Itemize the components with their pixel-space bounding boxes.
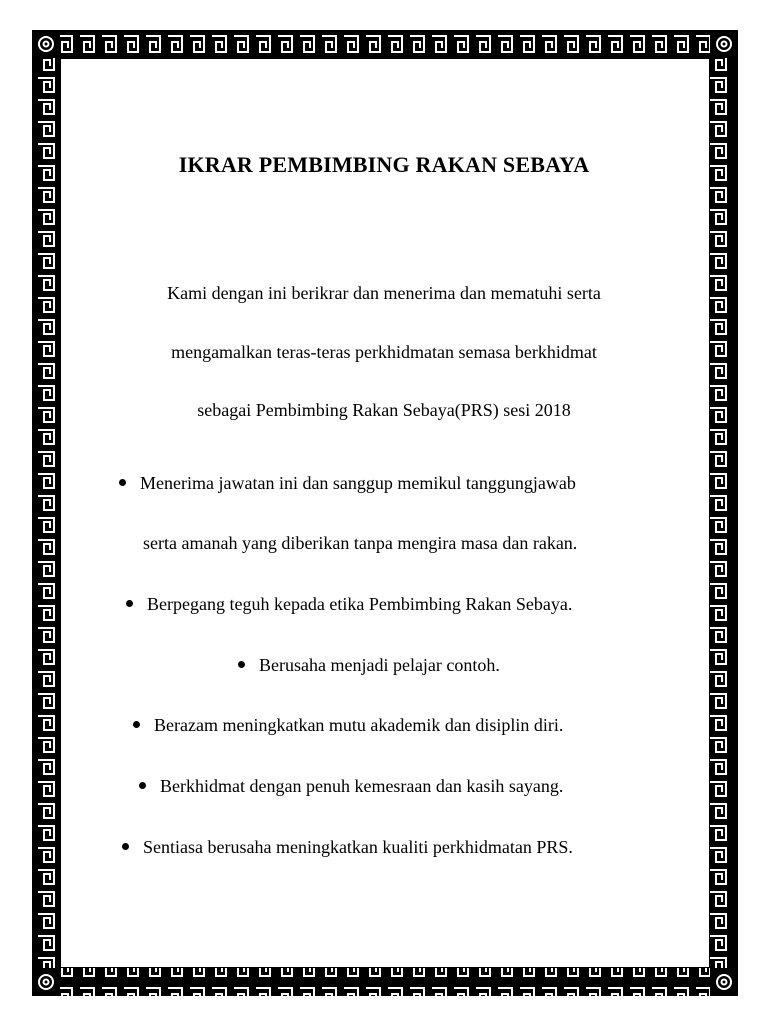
pledge-text: Sentiasa berusaha meningkatkan kualiti perkhidmatan PRS. bbox=[143, 837, 573, 857]
pledge-item bbox=[139, 776, 563, 797]
pledge-text: Berusaha menjadi pelajar contoh. bbox=[259, 655, 500, 675]
document-title: IKRAR PEMBIMBING RAKAN SEBAYA bbox=[178, 152, 590, 177]
bullet-icon bbox=[238, 661, 245, 668]
bullet-icon bbox=[122, 843, 129, 850]
pledge-text: Berkhidmat dengan penuh kemesraan dan kasih sayang. bbox=[160, 776, 564, 796]
pledge-text: Berazam meningkatkan mutu akademik dan disiplin diri. bbox=[154, 715, 564, 735]
pledge-item bbox=[119, 473, 576, 494]
content-area bbox=[60, 58, 710, 968]
pledge-item bbox=[238, 655, 500, 676]
bullet-icon bbox=[139, 782, 146, 789]
intro-line-2: mengamalkan teras-teras perkhidmatan semasa berkhidmat bbox=[171, 342, 597, 362]
pledge-item bbox=[126, 594, 572, 615]
bullet-icon bbox=[126, 600, 133, 607]
pledge-text: Berpegang teguh kepada etika Pembimbing Rakan Sebaya. bbox=[147, 594, 573, 614]
pledge-item bbox=[133, 715, 563, 736]
pledge-item-continuation bbox=[143, 533, 577, 554]
bullet-icon bbox=[133, 721, 140, 728]
intro-line-3: sebagai Pembimbing Rakan Sebaya(PRS) sesi 2018 bbox=[197, 400, 571, 420]
pledge-text: Menerima jawatan ini dan sanggup memikul tanggungjawab bbox=[140, 473, 576, 493]
bullet-icon bbox=[119, 479, 126, 486]
pledge-item bbox=[122, 837, 573, 858]
pledge-text: serta amanah yang diberikan tanpa mengira masa dan rakan. bbox=[143, 533, 578, 553]
intro-line-1: Kami dengan ini berikrar dan menerima dan mematuhi serta bbox=[167, 283, 601, 303]
